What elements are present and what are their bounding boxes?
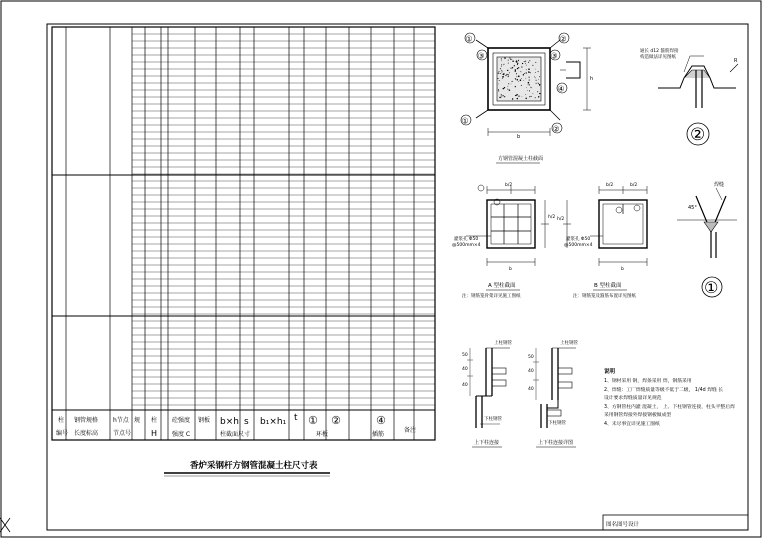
concrete-speckle xyxy=(523,80,524,81)
concrete-speckle xyxy=(517,98,518,99)
concrete-speckle xyxy=(533,93,534,94)
concrete-speckle xyxy=(518,81,519,82)
hdr-note: 备注 xyxy=(404,427,417,434)
concrete-speckle xyxy=(498,73,499,74)
concrete-speckle xyxy=(515,95,516,96)
concrete-speckle xyxy=(510,68,511,69)
note-2b: 设计要求焊缝质量详见规范 xyxy=(604,396,662,401)
detail-2 xyxy=(658,56,738,108)
type-a-caption: A 型柱截面 xyxy=(488,283,516,289)
concrete-speckle xyxy=(501,70,502,71)
concrete-speckle xyxy=(538,96,539,97)
notes-block xyxy=(604,367,735,427)
concrete-speckle xyxy=(529,80,530,81)
concrete-speckle xyxy=(501,61,502,62)
concrete-speckle xyxy=(528,68,530,70)
callout-2-top: ② xyxy=(559,34,567,44)
elevation-a xyxy=(467,348,510,428)
concrete-speckle xyxy=(512,98,513,99)
hdr-rebar: 插筋 xyxy=(372,431,385,438)
callout-1-bottom: ① xyxy=(461,116,469,126)
elev-a-dim-3: 40 xyxy=(462,383,468,388)
callout-3-right: ③ xyxy=(550,51,558,61)
concrete-speckle xyxy=(508,86,509,87)
concrete-speckle xyxy=(507,89,508,90)
concrete-speckle xyxy=(504,57,505,58)
hdr-conc-b: 强度 C xyxy=(172,431,191,438)
concrete-speckle xyxy=(539,76,540,77)
hdr-col-id-a: 柱 xyxy=(58,417,65,424)
concrete-speckle xyxy=(504,96,505,97)
callout-4: ④ xyxy=(557,84,565,94)
concrete-speckle xyxy=(521,66,522,67)
concrete-speckle xyxy=(509,57,510,58)
type-a-section xyxy=(466,185,549,266)
weld-labels xyxy=(688,181,724,211)
hdr-num-1: ① xyxy=(308,414,318,427)
concrete-speckle xyxy=(522,63,523,64)
weld-label: 焊缝 xyxy=(714,182,725,188)
concrete-speckle xyxy=(521,78,522,79)
concrete-speckle xyxy=(525,98,526,99)
concrete-speckle xyxy=(499,80,500,81)
hdr-conc-a: 砼强度 xyxy=(172,417,191,424)
callout-2-bottom: ② xyxy=(552,124,560,134)
note-1: 1、钢材采用 钢，焊条采用 焊，钢筋采用 xyxy=(604,379,692,384)
type-b-left-dim: h/2 xyxy=(557,217,565,222)
concrete-speckle xyxy=(528,82,530,84)
concrete-speckle xyxy=(512,60,513,61)
concrete-speckle xyxy=(515,86,516,87)
drawing-title: 香炉采钢杆方钢管混凝土柱尺寸表 xyxy=(190,461,318,471)
concrete-speckle xyxy=(538,79,539,80)
elev-b-dim-3: 40 xyxy=(528,387,534,392)
concrete-speckle xyxy=(539,85,540,86)
concrete-speckle xyxy=(512,81,513,82)
concrete-speckle xyxy=(526,65,527,66)
section-detail xyxy=(476,40,594,136)
hdr-spec-a: 钢管规格 xyxy=(74,417,99,424)
elev-a-dim-1: 50 xyxy=(462,353,468,358)
type-b-bottom-dim: b xyxy=(621,267,624,272)
concrete-speckle xyxy=(514,65,515,66)
concrete-speckle xyxy=(538,83,539,84)
concrete-speckle xyxy=(534,76,535,77)
elevation-a-labels xyxy=(462,339,512,446)
concrete-speckle xyxy=(515,69,516,70)
callout-3-left: ③ xyxy=(477,51,485,61)
concrete-speckle xyxy=(537,91,538,92)
concrete-speckle xyxy=(527,90,528,91)
elev-b-bottom-label: 下柱钢管 xyxy=(548,421,566,426)
concrete-speckle xyxy=(525,78,526,79)
concrete-speckle xyxy=(522,96,523,97)
concrete-speckle xyxy=(503,73,505,75)
note-2: 2、焊缝：工厂焊缝质量等级不低于二级， 1/4d 焊缝 长 xyxy=(604,388,724,393)
concrete-speckle xyxy=(516,73,517,74)
hdr-bxh: b×h xyxy=(220,417,239,427)
concrete-speckle xyxy=(528,71,529,72)
elev-b-caption: 上下柱连接详图 xyxy=(538,440,574,446)
concrete-speckle xyxy=(536,83,537,84)
elev-a-top-label: 上柱钢管 xyxy=(494,341,512,346)
concrete-speckle xyxy=(535,97,536,98)
type-b-top-dim-2: b/2 xyxy=(630,183,638,188)
concrete-speckle xyxy=(524,73,525,74)
type-a-note: 注：钢筋笼骨架详见施工图纸 xyxy=(462,294,521,299)
concrete-speckle xyxy=(499,97,501,99)
detail-2-r: R xyxy=(734,58,738,64)
concrete-speckle xyxy=(532,65,533,66)
concrete-speckle xyxy=(502,78,503,79)
concrete-speckle xyxy=(521,72,522,73)
type-a-bottom-dim: b xyxy=(509,267,512,272)
type-a-top-dim: b/2 xyxy=(505,183,513,188)
concrete-speckle xyxy=(500,73,501,74)
type-a-hole-spacing: @500mm×4 xyxy=(452,243,481,248)
elev-a-bottom-label: 下柱钢管 xyxy=(484,417,502,422)
concrete-speckle xyxy=(523,74,524,75)
concrete-speckle xyxy=(507,70,508,71)
concrete-speckle xyxy=(523,74,524,75)
type-b-note: 注：钢筋笼及箍筋布置详见图纸 xyxy=(573,294,636,299)
detail-2-note-1: 通长 d12 箍筋焊接 xyxy=(640,49,679,54)
concrete-speckle xyxy=(517,68,518,69)
concrete-speckle xyxy=(524,61,525,62)
notes-heading: 说明 xyxy=(604,369,616,375)
dim-h-label: h xyxy=(590,76,594,82)
concrete-speckle xyxy=(539,93,540,94)
concrete-speckle xyxy=(501,94,502,95)
concrete-speckle xyxy=(512,59,513,60)
concrete-speckle xyxy=(517,63,518,64)
note-4: 4、未尽事宜详见施工图纸 xyxy=(604,422,660,427)
concrete-speckle xyxy=(526,69,527,70)
weld-angle: 45° xyxy=(688,205,697,211)
elev-b-dim-2: 40 xyxy=(528,369,534,374)
concrete-speckle xyxy=(501,96,502,97)
type-b-section xyxy=(563,186,647,266)
concrete-speckle xyxy=(529,96,530,97)
title-block-text: 图名图号设计 xyxy=(606,522,640,528)
elev-a-caption: 上下柱连接 xyxy=(474,440,500,446)
concrete-speckle xyxy=(526,72,527,73)
concrete-speckle xyxy=(502,71,503,72)
concrete-speckle xyxy=(535,72,536,73)
concrete-speckle xyxy=(526,87,527,88)
concrete-speckle xyxy=(529,60,530,61)
concrete-speckle xyxy=(515,70,516,71)
type-b-caption: B 型柱截面 xyxy=(594,283,622,289)
elev-b-dim-1: 50 xyxy=(528,355,534,360)
hdr-ring: 环板 xyxy=(316,431,329,438)
concrete-speckle xyxy=(508,83,509,84)
concrete-speckle xyxy=(507,74,508,75)
concrete-speckle xyxy=(498,90,499,91)
detail-2-tag: ② xyxy=(690,125,706,145)
elevation-b-labels xyxy=(528,339,578,446)
hdr-plate: 钢板 xyxy=(198,417,211,424)
inner-frame xyxy=(47,24,748,530)
detail-2-labels xyxy=(640,47,738,64)
concrete-speckle xyxy=(510,59,511,60)
note-3b: 采用钢管焊接外焊接钢板做成型 xyxy=(604,413,672,418)
concrete-speckle xyxy=(508,60,509,61)
detail-2-note-2: 构造做法详见图纸 xyxy=(640,55,676,60)
concrete-speckle xyxy=(539,84,540,85)
concrete-speckle xyxy=(531,96,532,97)
concrete-speckle xyxy=(520,79,522,81)
elevation-b xyxy=(533,348,576,428)
concrete-speckle xyxy=(518,95,519,96)
concrete-speckle xyxy=(520,71,521,72)
concrete-speckle xyxy=(511,84,512,85)
type-b-hole-label: 灌浆孔 Φ50 xyxy=(566,237,591,242)
hdr-b1h1: b₁×h₁ xyxy=(260,417,287,427)
concrete-speckle xyxy=(528,84,529,85)
concrete-speckle xyxy=(530,72,531,73)
elev-b-top-label: 上柱钢管 xyxy=(560,341,578,346)
concrete-speckle xyxy=(525,94,526,95)
callout-1-top: ① xyxy=(465,34,473,44)
concrete-speckle xyxy=(535,69,536,70)
elev-a-dim-2: 40 xyxy=(462,367,468,372)
dim-b-label: b xyxy=(517,134,521,140)
hdr-col-id-b: 编号 xyxy=(56,430,69,437)
concrete-speckle xyxy=(504,87,505,88)
hdr-s: s xyxy=(244,417,249,427)
concrete-speckle xyxy=(499,71,500,72)
note-3: 3、方钢管柱内灌 混凝土， 上、下柱钢管连接，柱头平整后焊 xyxy=(604,405,735,410)
concrete-speckle xyxy=(515,78,516,79)
concrete-speckle xyxy=(525,63,526,64)
concrete-speckle xyxy=(517,64,518,65)
concrete-speckle xyxy=(517,79,519,81)
weld-detail xyxy=(677,188,737,258)
outer-border xyxy=(1,1,761,537)
concrete-speckle xyxy=(502,95,503,96)
concrete-speckle xyxy=(535,62,536,63)
concrete-speckle xyxy=(517,94,518,95)
concrete-speckle xyxy=(529,77,530,78)
type-b-hole-spacing: @500mm×4 xyxy=(564,243,593,248)
concrete-speckle xyxy=(501,72,502,73)
concrete-speckle xyxy=(501,58,502,59)
hdr-dims: 柱截面尺寸 xyxy=(220,431,251,438)
concrete-speckle xyxy=(508,74,509,75)
weld-tag: ① xyxy=(704,278,719,297)
concrete-speckle xyxy=(508,63,509,64)
concrete-speckle xyxy=(529,90,530,91)
concrete-speckle xyxy=(530,87,531,88)
concrete-speckle xyxy=(501,64,502,65)
concrete-speckle xyxy=(501,66,502,67)
concrete-speckle xyxy=(509,89,510,90)
hdr-num-4: ④ xyxy=(376,414,386,427)
concrete-speckle xyxy=(518,75,519,76)
concrete-speckle xyxy=(509,72,510,73)
concrete-speckle xyxy=(538,71,539,72)
concrete-speckle xyxy=(503,65,504,66)
column-size-table xyxy=(52,27,435,440)
hdr-node-a: h节点 xyxy=(113,417,129,424)
concrete-speckle xyxy=(518,76,519,77)
hdr-node-b: 节点号 xyxy=(113,430,132,437)
hdr-col-a: 柱 xyxy=(151,417,158,424)
section-caption: 方钢管混凝土柱截面 xyxy=(498,156,544,162)
concrete-speckle xyxy=(516,60,518,62)
concrete-speckle xyxy=(498,89,499,90)
concrete-speckle xyxy=(536,80,537,81)
hdr-t: t xyxy=(294,413,298,423)
concrete-speckle xyxy=(502,76,504,78)
concrete-speckle xyxy=(508,76,509,77)
concrete-speckle xyxy=(518,60,519,61)
type-a-left-dim: h/2 xyxy=(548,215,556,220)
concrete-speckle xyxy=(521,85,522,86)
concrete-speckle xyxy=(528,62,529,63)
concrete-speckle xyxy=(518,67,519,68)
concrete-speckle xyxy=(505,75,506,76)
concrete-speckle xyxy=(535,77,536,78)
hdr-col-b: H xyxy=(151,429,158,438)
type-b-top-dim-1: b/2 xyxy=(606,183,614,188)
concrete-speckle xyxy=(525,61,526,62)
concrete-speckle xyxy=(498,84,499,85)
hdr-gauge: 规 xyxy=(134,417,141,424)
concrete-speckle xyxy=(500,68,501,69)
hdr-num-2: ② xyxy=(331,414,341,427)
concrete-speckle xyxy=(504,64,505,65)
concrete-speckle xyxy=(497,78,498,79)
type-a-hole-label: 灌浆孔 Φ50 xyxy=(454,237,479,242)
concrete-speckle xyxy=(516,76,517,77)
concrete-speckle xyxy=(503,88,504,89)
hdr-spec-b: 长度标高 xyxy=(74,430,99,437)
concrete-speckle xyxy=(512,67,513,68)
concrete-speckle xyxy=(529,84,530,85)
